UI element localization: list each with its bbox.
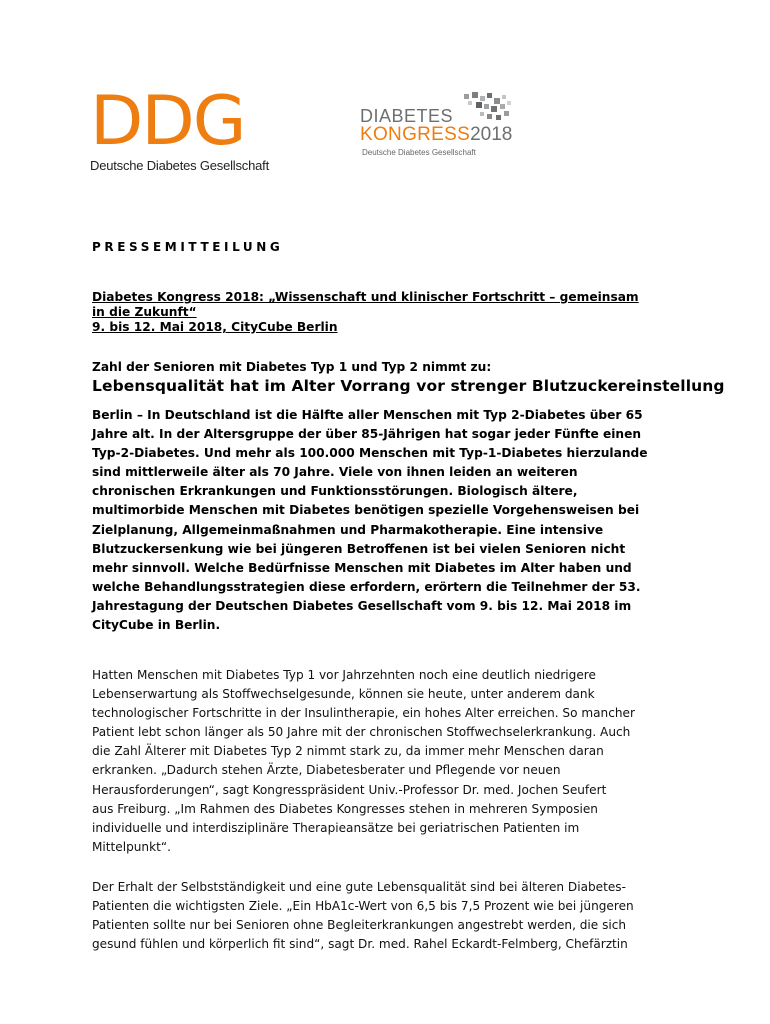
kongress-logo-line3: Deutsche Diabetes Gesellschaft	[362, 148, 476, 157]
body-line: Der Erhalt der Selbstständigkeit und eine gute Lebensqualität sind bei älteren Diabetes-	[92, 880, 626, 894]
lead-line: CityCube in Berlin.	[92, 618, 221, 633]
body-line: Hatten Menschen mit Diabetes Typ 1 vor Jahrzehnten noch eine deutlich niedrigere	[92, 668, 596, 682]
ddg-logo	[90, 82, 269, 173]
lead-line: chronischen Erkrankungen und Funktionsstörungen. Biologisch ältere,	[92, 484, 578, 499]
ddg-logo-letters: DDG	[90, 82, 245, 161]
subheadline: Zahl der Senioren mit Diabetes Typ 1 und Typ 2 nimmt zu:	[92, 360, 492, 374]
body-paragraph-1	[92, 666, 692, 857]
lead-paragraph	[92, 406, 692, 635]
lead-line: multimorbide Menschen mit Diabetes benötigen spezielle Vorgehensweisen bei	[92, 503, 640, 518]
lead-line: Zielplanung, Allgemeinmaßnahmen und Pharmakotherapie. Eine intensive	[92, 522, 604, 537]
body-line: Patienten die wichtigsten Ziele. „Ein HbA1c-Wert von 6,5 bis 7,5 Prozent wie bei jüngeren	[92, 899, 634, 914]
kongress-logo-year: 2018	[470, 124, 513, 145]
lead-line: mehr sinnvoll. Welche Bedürfnisse Menschen mit Diabetes im Alter haben und	[92, 560, 632, 575]
event-title	[92, 290, 682, 335]
body-line: aus Freiburg. „Im Rahmen des Diabetes Kongresses stehen in mehreren Symposien	[92, 801, 598, 816]
body-line: gesund fühlen und körperlich fit sind“, sagt Dr. med. Rahel Eckardt-Felmberg, Chefärztin	[92, 937, 628, 952]
lead-line: Blutzuckersenkung wie bei jüngeren Betroffenen ist bei vielen Senioren nicht	[92, 541, 626, 556]
lead-line: Jahrestagung der Deutschen Diabetes Gesellschaft vom 9. bis 12. Mai 2018 im	[92, 598, 632, 613]
lead-line: sind mittlerweile älter als 70 Jahre. Viele von ihnen leiden an weiteren	[92, 465, 578, 480]
body-line: technologischer Fortschritte in der Insulintherapie, ein hohes Alter erreichen. So mancher	[92, 706, 635, 721]
kongress-logo-line2	[360, 124, 512, 146]
diabetes-kongress-logo	[360, 92, 530, 172]
headline: Lebensqualität hat im Alter Vorrang vor strenger Blutzuckereinstellung	[92, 377, 725, 395]
body-line: Patienten sollte nur bei Senioren ohne Begleiterkrankungen angestrebt werden, die sich	[92, 918, 627, 933]
body-line: Lebenserwartung als Stoffwechselgesunde, können sie heute, unter anderem dank	[92, 687, 595, 702]
kongress-logo-line1: DIABETES	[360, 106, 454, 126]
lead-line: welche Behandlungsstrategien diese erfordern, erörtern die Teilnehmer der 53.	[92, 579, 641, 594]
body-line: Patient lebt schon länger als 50 Jahre mit der chronischen Stoffwechselerkrankung. Auch	[92, 725, 631, 740]
lead-line: Typ-2-Diabetes. Und mehr als 100.000 Menschen mit Typ-1-Diabetes hierzulande	[92, 446, 648, 461]
lead-line: Berlin – In Deutschland ist die Hälfte aller Menschen mit Typ 2-Diabetes über 65	[92, 408, 643, 422]
event-title-line: Diabetes Kongress 2018: „Wissenschaft und klinischer Fortschritt – gemeinsam	[92, 290, 639, 304]
event-title-line: 9. bis 12. Mai 2018, CityCube Berlin	[92, 320, 338, 334]
ddg-logo-subtitle: Deutsche Diabetes Gesellschaft	[90, 158, 269, 173]
body-line: Mittelpunkt“.	[92, 839, 171, 854]
lead-line: Jahre alt. In der Altersgruppe der über 85-Jährigen hat sogar jeder Fünfte einen	[92, 427, 642, 442]
event-title-line: in die Zukunft“	[92, 305, 197, 319]
body-line: Herausforderungen“, sagt Kongresspräsident Univ.-Professor Dr. med. Jochen Seufert	[92, 782, 607, 797]
body-paragraph-2	[92, 878, 692, 954]
body-line: erkranken. „Dadurch stehen Ärzte, Diabetesberater und Pflegende vor neuen	[92, 763, 561, 778]
kongress-logo-kongress: KONGRESS	[360, 124, 471, 145]
document-type-label: PRESSEMITTEILUNG	[92, 240, 284, 254]
body-line: individuelle und interdisziplinäre Therapieansätze bei geriatrischen Patienten im	[92, 820, 580, 835]
body-line: die Zahl Älterer mit Diabetes Typ 2 nimmt stark zu, da immer mehr Menschen daran	[92, 744, 604, 759]
